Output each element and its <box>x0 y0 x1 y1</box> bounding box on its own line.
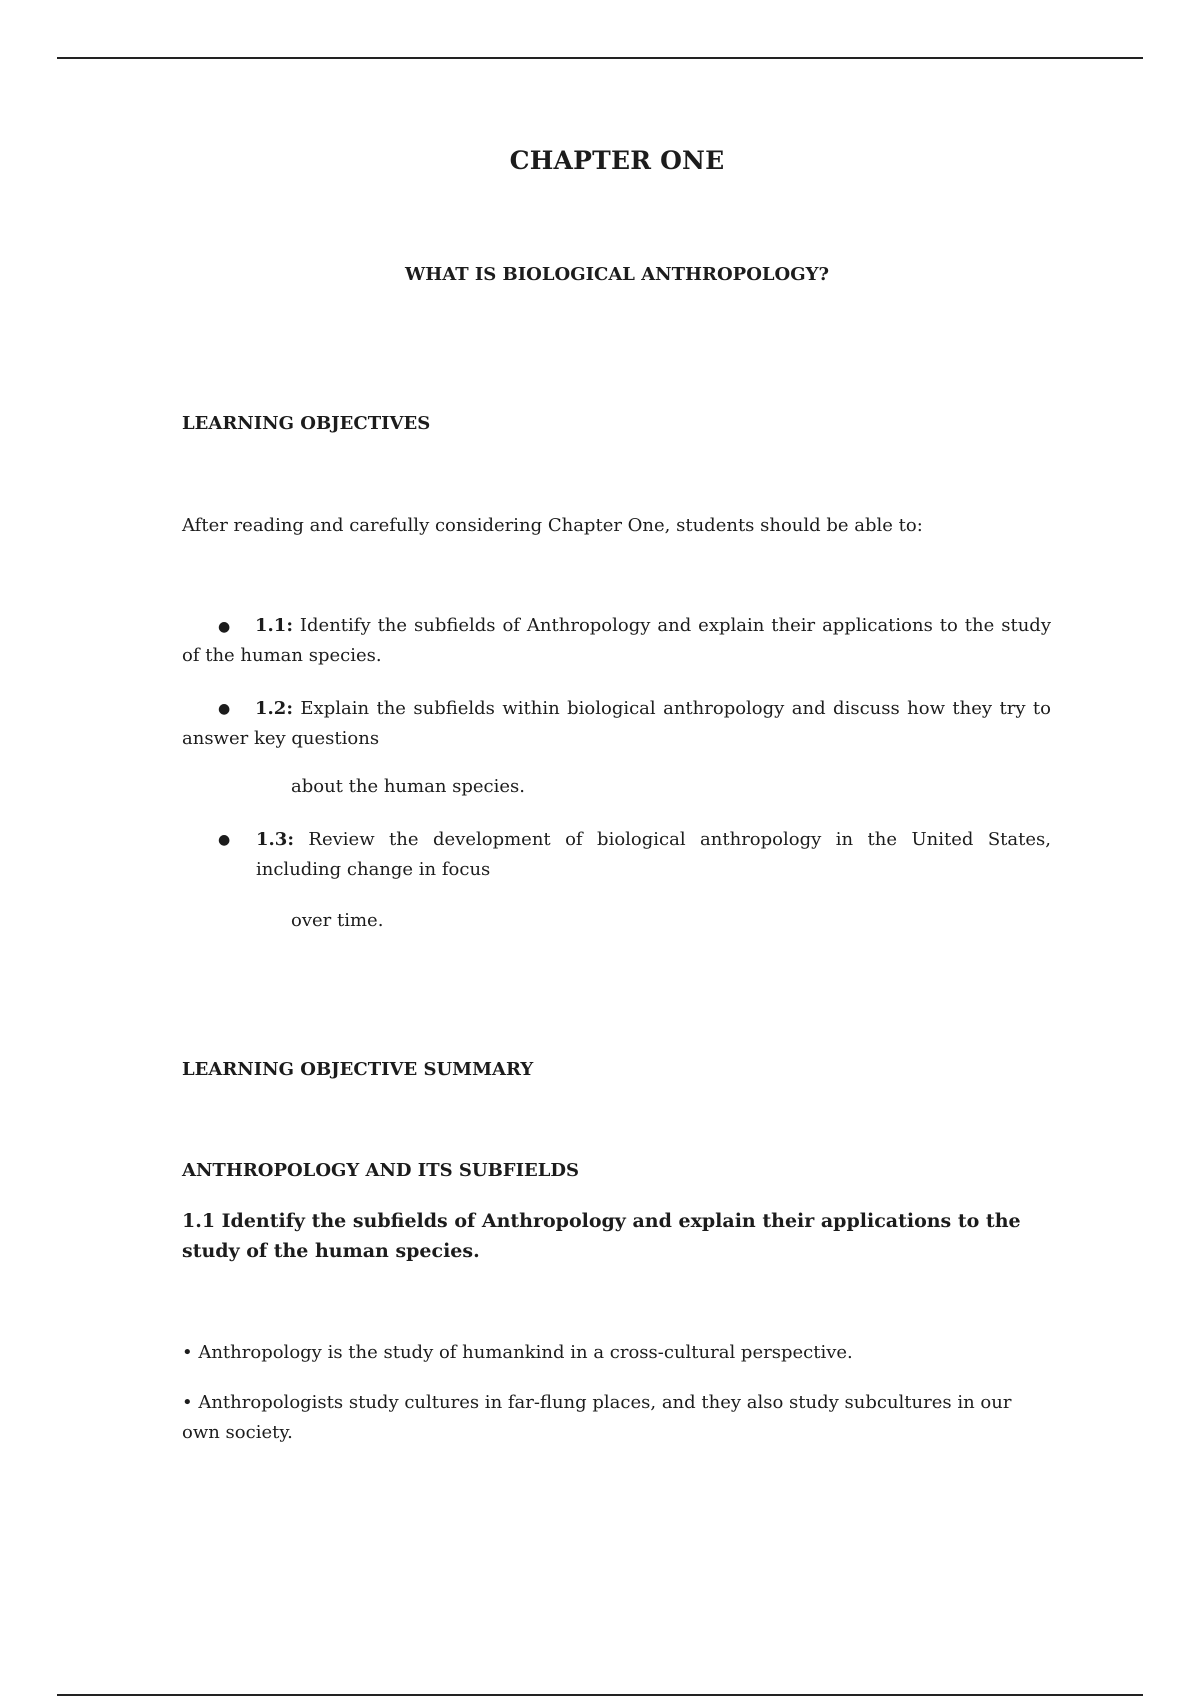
objective-item-1-1 <box>182 611 1051 671</box>
top-page-rule <box>57 57 1143 59</box>
bullet-icon: ● <box>218 701 231 717</box>
objective-text: Review the development of biological anthropology in the United States, including change in focus <box>256 829 1051 880</box>
learning-objectives-heading: LEARNING OBJECTIVES <box>182 413 431 434</box>
objective-label: 1.2: <box>255 698 293 719</box>
chapter-subtitle: WHAT IS BIOLOGICAL ANTHROPOLOGY? <box>405 264 829 285</box>
chapter-title: CHAPTER ONE <box>509 146 725 175</box>
summary-heading: LEARNING OBJECTIVE SUMMARY <box>182 1059 534 1080</box>
summary-objective: 1.1 Identify the subfields of Anthropology and explain their applications to the study of the human species. <box>182 1210 1021 1262</box>
objective-continuation: about the human species. <box>291 776 525 797</box>
objective-text: Explain the subfields within biological anthropology and discuss how they try to answer key questions <box>182 698 1051 749</box>
summary-point: • Anthropology is the study of humankind in a cross-cultural perspective. <box>182 1342 853 1363</box>
objective-text: Identify the subfields of Anthropology and explain their applications to the study of the human species. <box>182 615 1051 666</box>
objective-continuation: over time. <box>291 910 384 931</box>
section-heading: ANTHROPOLOGY AND ITS SUBFIELDS <box>182 1160 579 1181</box>
objective-item-1-2 <box>182 694 1051 754</box>
summary-point: • Anthropologists study cultures in far-flung places, and they also study subcultures in our own society. <box>182 1392 1012 1443</box>
objectives-intro: After reading and carefully considering Chapter One, students should be able to: <box>182 515 923 536</box>
bullet-icon: ● <box>218 832 231 848</box>
objective-label: 1.3: <box>256 829 294 850</box>
bullet-icon: ● <box>218 619 231 635</box>
objective-label: 1.1: <box>255 615 293 636</box>
bottom-page-rule <box>57 1694 1143 1696</box>
objective-item-1-3 <box>256 825 1051 885</box>
